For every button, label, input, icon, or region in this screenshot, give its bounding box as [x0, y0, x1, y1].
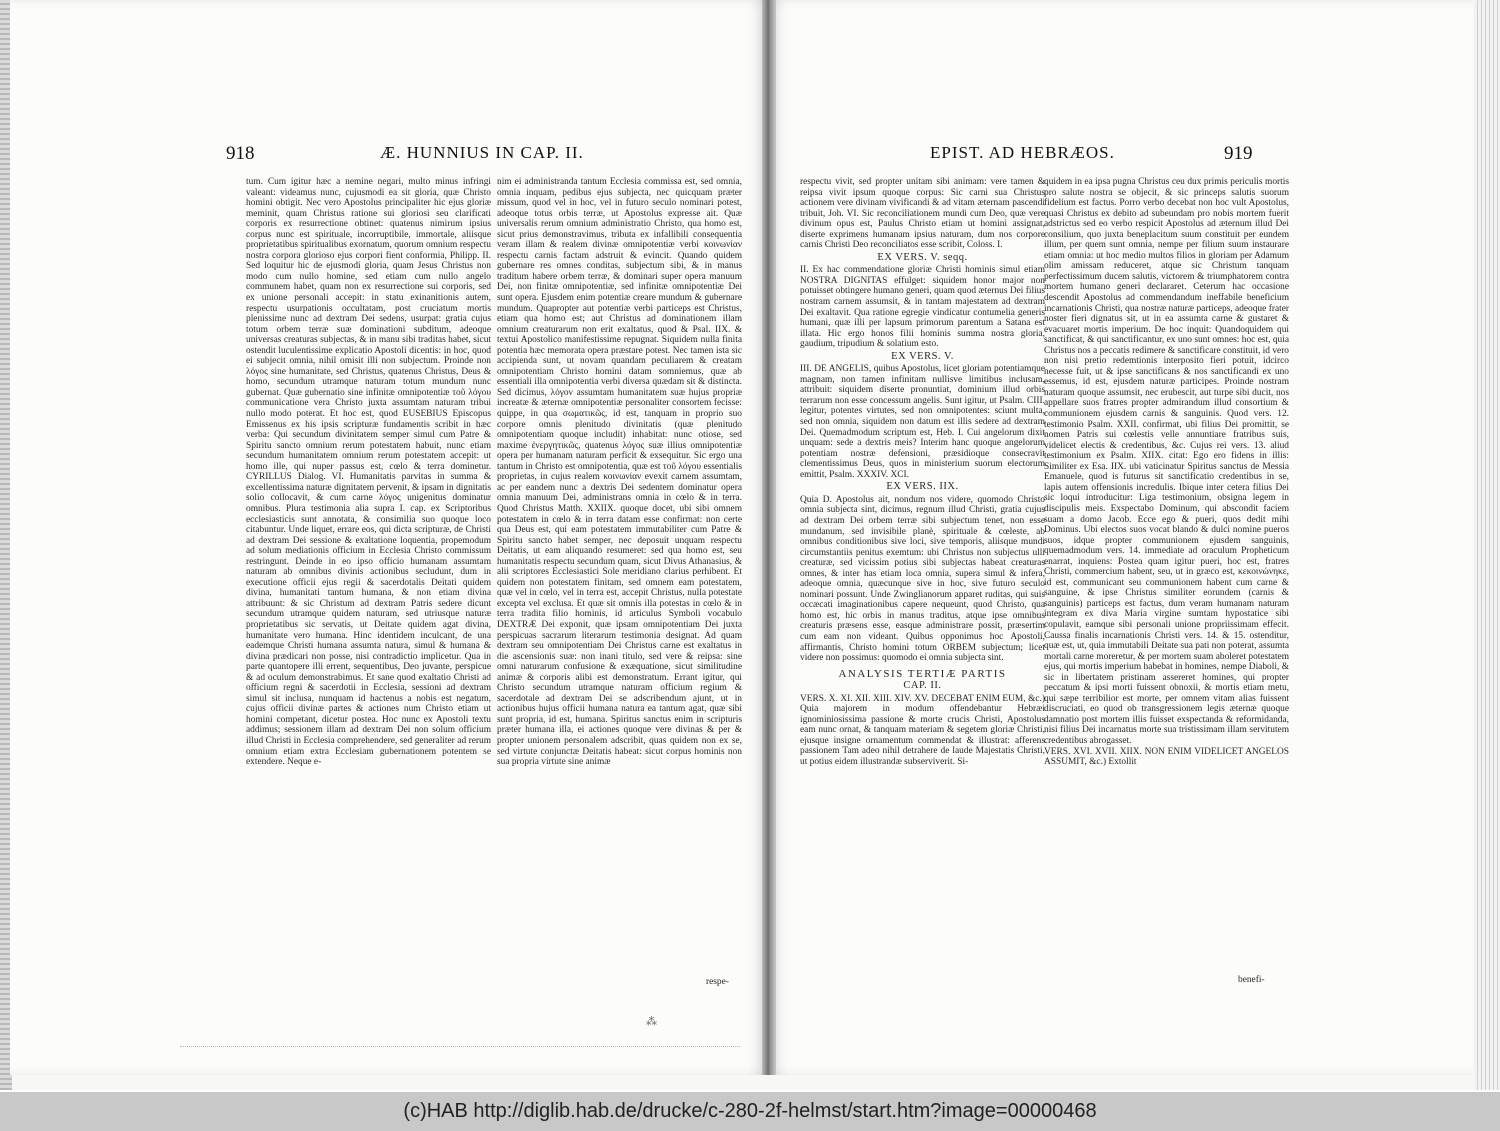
chapter-heading: CAP. II. [903, 680, 942, 692]
paragraph: III. DE ANGELIS, quibus Apostolus, licet gloriam potentiamque magnam, non tamen infinitam nullisve limitibus inclusam, attribuit: siquidem diserte pronuntiat, dominium illud orbis terrarum non esse concessum angelis. Sunt igitur, ut Psalm. CIII. legitur, potentes virtutes, sed non omnipotentes: sciunt multa, sed non omnia, siquidem non datum est illis sedere ad dextram Dei. Quemadmodum scriptum est, Heb. I. Cui angelorum dixit unquam: sede a dextris meis? Interim hanc quoque angelorum potentiam nostræ defensioni, præsidioque consecravit clementissimus Deus, quos in ministerium suorum electorum emittit, Psalm. XXXIV. XCI. [800, 364, 1045, 480]
right-page-edge [1474, 0, 1500, 1090]
book-gutter [762, 0, 776, 1075]
paragraph: VERS. X. XI. XII. XIII. XIV. XV. DECEBAT ENIM EUM, &c.) Quia majorem in modum offendebantur Hebræi ignominiosissima passione & morte crucis Christi, Apostolus eam nunc ornat, & tanquam materiam & segetem gloriæ Christi, ejusque insigne ornamentum commendat & illustrat: afferens passionem Tam adeo nihil detrahere de laude Majestatis Christi, ut potius eidem illustrandæ subserviverit. Si- [800, 693, 1045, 767]
right-catchword: benefi- [1238, 975, 1265, 985]
left-column-2 [497, 177, 742, 768]
right-running-head: EPIST. AD HEBRÆOS. [930, 143, 1115, 162]
left-running-head: Æ. HUNNIUS IN CAP. II. [380, 143, 584, 162]
right-column-1 [800, 177, 1045, 768]
right-column-2 [1044, 177, 1289, 768]
paragraph: VERS. XVI. XVII. XIIX. NON ENIM VIDELICET ANGELOS ASSUMIT, &c.) Extollit [1044, 746, 1289, 768]
left-column-1 [246, 177, 491, 768]
section-heading: EX VERS. V. seqq. [877, 251, 968, 263]
left-page-number: 918 [226, 143, 255, 164]
copyright-footer [0, 1092, 1500, 1131]
paragraph: Quia D. Apostolus ait, nondum nos videre, quomodo Christo omnia subjecta sint, dicimus, regnum illud Christi, gratia cujus ad dextram Dei orbem terræ sibi subjectum tenet, non esse mundanum, sed invisibile planè, spirituale & cœleste, ab omnibus conditionibus sive loci, sive temporis, aliisque mundi circumstantiis penitus exemtum: ubi Christus non subjectus ulli creaturæ, sed vicissim potius sibi subjectas habeat creaturas omnes, & inter has etiam loca omnia, supera simul & infera, adeoque omnia, quæcunque sive in hoc, sive futuro seculo nominari possunt. Unde Zwinglianorum apparet ruditas, qui suis occæcati imaginationibus capere nequeunt, quod Christo, qua homo est, hic orbis in manus traditus, atque ipse omnibus creaturis præsens esse, easque administrare possit, præsertim cum eam non videant. Quibus opponimus hoc Apostoli, affirmantis, Christo homini totum ORBEM subjectum; licet videre non possimus: quomodo ei omnia subjecta sint. [800, 494, 1045, 664]
paragraph: quidem in ea ipsa pugna Christus ceu dux primis periculis mortis pro salute nostra se objecit, & sic princeps salutis suorum fidelium est factus. Porro verbo decebat non hoc vult Apostolus, quasi Christus ex debito ad subeundam pro nobis mortem fuerit adstrictus sed eo verbo respicit Apostolus ad æternum illud Dei consilium, quo juxta beneplacitum suum constituit per eundem illum, per quem sunt omnia, nempe per filium suum instaurare etiam omnia: ut hoc medio multos filios in gloriam per Adamum olim amissam reduceret, atque sic Christum tanquam perfectissimum ducem salutis, victorem & triumphatorem contra mortem humano generi declararet. Ceterum hac occasione descendit Apostolus ad commendandum ineffabile beneficium incarnationis Christi, qua nostræ naturæ particeps, adeoque frater noster fieri dignatus sit, ut in ea assumta carne & gustaret & evacuaret mortis imperium. De hoc inquit: Quandoquidem qui sanctificat, & qui sanctificantur, ex uno sunt omnes: hoc est, quia Christus nos a peccatis redimere & sanctificare constituit, id vero non nisi pretio redemtionis interposito fieri potuit, idcirco necesse fuit, ut & ipse sanctificans & nos sanctificandi ex uno essemus, id est, ejusdem naturæ participes. Proinde nostram naturam quoque assumsit, nec erubescit, aut turpe sibi ducit, nos appellare suos fratres propter admirandum illud consortium & communionem ejusdem carnis & sanguinis. Quod vers. 12. testimonio Psalm. XXII. confirmat, ubi filius Dei promittit, se nomen Patris sui cœlestis velle annuntiare fratribus suis, videlicet electis & credentibus, &c. Cujus rei vers. 13. aliud testimonium ex Psalm. XIIX. citat: Ego ero fidens in illis: Similiter ex Esa. IIX. ubi vaticinatur Spiritus sanctus de Messia Emanuele, quod is futurus sit sanctificatio credentibus in se, lapis autem offensionis incredulis. Ibique inter cetera filius Dei sic loqui introducitur: Liga testimonium, obsigna legem in discipulis meis. Exspectabo Dominum, qui abscondit faciem suam a domo Jacob. Ecce ego & pueri, quos dedit mihi Dominus. Ubi electos suos vocat blando & dulci nomine pueros suos, idque propter communionem ejusdem sanguinis, quemadmodum vers. 14. immediate ad oraculum Propheticum enarrat, inquiens: Postea quam igitur pueri, hoc est, fratres Christi, commercium habent, seu, ut in græco est, κεκοινώνηκε, id est, communicant seu communionem habent cum carne & sanguine, & ipse Christus similiter eorundem (carnis & sanguinis) particeps est factus, dum veram humanam naturam integram ex diva Maria virgine sumtam hypostatice sibi copulavit, eamque sibi personali unione propriissimam effecit. Caussa finalis incarnationis Christi vers. 14. & 15. ostenditur, quæ est, ut, quia immutabili Deitate sua pati non poterat, assumta mortali carne moreretur, & per mortem suam aboleret potestatem ejus, qui mortis imperium habebat in homines, nempe Diaboli, & sic in libertatem pristinam assereret homines, qui propter peccatum & ipsi morti fuissent obnoxii, & mortis etiam metu, qui sæpe terribilior est morte, per omnem vitam alias fuissent discruciati, eo quod ob transgressionem legis æternæ quoque damnatio post mortem illis fuisset exspectanda & reformidanda, nisi filius Dei incarnatus morte sua tristissimam illam servitutem credentibus abrogasset. [1044, 177, 1290, 746]
left-page-fold [180, 1046, 740, 1075]
section-heading: EX VERS. V. [891, 350, 954, 362]
ornament-mark: ⁂ [646, 1016, 657, 1028]
paragraph: II. Ex hac commendatione gloriæ Christi hominis simul etiam NOSTRA DIGNITAS effulget: siquidem honor major non potuisset obtingere humano generi, quam quod æternus Dei filius nostram carnem assumsit, & in tantam majestatem ad dextram Dei exaltavit. Qua ratione egregie vindicatur contumelia generis humani, quæ illi per lapsum primorum parentum a Satana est illata. Hic ergo honos filii hominis summa nostra gloria, gaudium, tripudium & solatium esto. [800, 265, 1046, 350]
right-page-number: 919 [1224, 143, 1253, 164]
section-heading: EX VERS. IIX. [886, 481, 959, 493]
analysis-heading: ANALYSIS TERTIÆ PARTIS [838, 667, 1007, 680]
left-catchword: respe- [706, 977, 729, 987]
paragraph: tum. Cum igitur hæc a nemine negari, multo minus infringi valeant: videamus nunc, cujusmodi ea sit gloria, quæ Christo homini obtigit. Nec vero Apostolus principaliter hic ejus gloriæ meminit, quam Christus ratione sui gloriosi seu clarificati corporis ex resurrectione obtinet: quatenus nimirum ipsius corpus nunc est spirituale, incorruptibile, immortale, aliisque proprietatibus spiritualibus exornatum, quorum omnium respectu nostra corpora glorioso ejus corpori fient conformia, Philipp. II. Sed loquitur hic de ejusmodi gloria, quam Jesus Christus non modo cum nullo homine, sed etiam cum nullo angelo communem habet, quam non ex resurrectione sui corporis, sed ex unione personali accepit: in statu exinanitionis autem, respectu usurpationis occultatam, post cruciatum mortis plenissime nunc ad dextram Dei sedens, usurpat: gratia cujus totum orbem terræ suæ dominationi subditum, adeoque universas creaturas subjectas, & in manu sibi traditas habet, sicut ostendit luculentissime explicatio Apostoli dicentis: in hoc, quod ei subjecit omnia, nihil omisit illi non subjectum. Proinde non λόγος sine humanitate, sed Christus, quatenus Christus, Deus & homo, secundum utramque naturam totum mundum nunc gubernat. Quæ gubernatio sine infinitæ omnipotentiæ τοῦ λόγου communicatione vera Christo juxta assumtam naturam tribui nullo modo poterat. Et hoc est, quod EUSEBIUS Episcopus Emissenus ex his ipsis scripturæ fundamentis scribit in hæc verba: Qui secundum divinitatem semper simul cum Patre & Spiritu sancto omnium rerum potestatem habuit, nunc etiam secundum humanitatem omnium rerum potestatem accepit: ut homo ille, qui nuper passus est, cœlo & terra dominetur. CYRILLUS Dialog. VI. Humanitatis parvitas in summa & excellentissima naturæ dignitatem pervenit, & ipsam in dignitatis solio collocavit, & cum carne λόγος unigenitus dominatur omnibus. Plura testimonia alia supra I. cap. ex Scriptoribus ecclesiasticis sunt annotata, & consimilia suo quoque loco citabuntur. Unde liquet, errare eos, qui dicta scripturæ, de Christi ad dextram Dei sessione & exaltatione loquentia, propemodum ad solum mediationis officium in Ecclesia Christo commissum restringunt. Deinde in eo ipso officio humanam assumtam naturam ab omnibus divinis actionibus secludunt, dum in executione officii ejus regii & sacerdotalis Deitati quidem divina, humanitati tantum humana, & non etiam divina attribuunt: & sic Christum ad dextram Patris sedere dicunt secundum utramque quidem naturam, sed utriusque naturæ proprietatibus sic servatis, ut Deitate quidem agat divina, humanitate vero humana. Hinc identidem inculcant, de una eademque Christi humana assumta natura, simul & humana & divina prædicari non posse, nisi contradictio implicetur. Qua in parte quantopere illi errent, sequentibus, Deo juvante, perspicue & ad oculum demonstrabimus. Et sane quod exaltatio Christi ad officium regni & sacerdotii in Ecclesia, sessioni ad dextram simul sit inclusa, nunquam id hactenus a nobis est negatum, cujus officii divinæ partes & actiones num Christo etiam ut homini competant, dicetur postea. Hoc nunc ex Apostoli textu addimus; sessionem illam ad dextram Dei non solum officium illud Christi in Ecclesia comprehendere, sed generaliter ad rerum omnium etiam extra Ecclesiam gubernationem potentem se extendere. Neque e- [246, 177, 491, 768]
paragraph: nim ei administranda tantum Ecclesia commissa est, sed omnia, omnia inquam, pedibus ejus subjecta, nec quicquam præter missum, quod vel in hoc, vel in futuro seculo nominari potest, adeoque totus orbis terræ, ut Apostolus expresse ait. Quæ universalis rerum omnium administratio Christo, qua homo est, sicut prius demonstravimus, tributa ex infallibili consequentia veram illam & realem divinæ omnipotentiæ verbi κοινωνίαν respectu carnis factam adstruit & evincit. Quando quidem gubernare res omnes conditas, subjectum sibi, & in manus traditum habere orbem terræ, & dominari super opera manuum Dei, non finitæ omnipotentiæ, sed infinitæ omnipotentiæ Dei sunt opera. Ejusdem enim potentiæ creare mundum & gubernare mundum. Quapropter aut potentiæ verbi particeps est Christus, etiam qua homo est; aut Christus ad dominationem illam omnium creaturarum non erit exaltatus, quod & Psal. IIX. & textui Apostolico manifestissime repugnat. Siquidem nulla finita potentia hæc memorata opera præstare potest. Nec tamen ista sic accipienda sunt, ut novam quandam peculiarem & creatam omnipotentiam Christo homini datam somniemus, quæ ab essentiali illa omnipotentia verbi diversa quædam sit & distincta. Sed dicimus, λόγον assumtam humanitatem suæ hujus propriæ increatæ & æternæ omnipotentiæ personaliter consortem fecisse: quippe, in qua σωματικῶς, id est, tanquam in proprio suo corpore omnis plenitudo divinitatis (quæ plenitudo omnipotentiam quoque includit) inhabitat: nunc otiose, sed maxime ἐνεργητικῶς, quatenus λόγος suæ illius omnipotentiæ opera per humanam naturam perficit & exsequitur. Sic ergo una tantum in Christo est omnipotentia, quæ est τοῦ λόγου essentialis proprietas, in cujus realem κοινωνίαν evexit carnem assumtam, ac per eandem nunc a dextris Dei sedentem dominatur opera omnia manuum Dei, administrans omnia in cœlo & in terra. Quod Christus Matth. XXIIX. quoque docet, ubi sibi omnem potestatem in cœlo & in terra datam esse confirmat: non certe qua Deus est, qui eam potestatem immutabiliter cum Patre & Spiritu sancto habet semper, nec deposuit unquam respectu Deitatis, ut eam aliquando resumeret: sed qua homo est, seu humanitatis respectu secundum quam, sicut Divus Athanasius, & alii scriptores Ecclesiastici Sole meridiano clarius perhibent. Et quidem non potestatem finitam, sed omnem eam potestatem, quæ vel in cœlo, vel in terra est, accepit Christus, nulla potestate excepta vel exclusa. Et quæ sit omnis illa potestas in cœlo & in terra tradita filio hominis, id articulus Symboli vocabulo DEXTRÆ Dei exponit, quæ ipsam omnipotentiam Dei juxta perspicuas sacrarum literarum testimonia designat. Ad quam dextram seu omnipotentiam Dei Christus carne est exaltatus in die ascensionis suæ: non inani titulo, sed vere & reipsa: sine omni naturarum confusione & exæquatione, sicut similitudine animæ & corporis alibi est demonstratum. Errant igitur, qui Christo secundum utramque naturam officium regium & sacerdotale ad dextram Dei se adscribendum ajunt, ut in actionibus hujus officii humana natura ea tantum agat, quæ sibi sunt propria, id est, humana. Spiritus sanctus enim in scripturis præter humana illa, ei actiones quoque vere divinas & per & propter unionem personalem adscribit, quas quidem non ex se, sed virtute conjunctæ Deitatis habeat: sicut corpus hominis non sua propria virtute sine animæ [497, 177, 742, 768]
paragraph: respectu vivit, sed propter unitam sibi animam: vere tamen & reipsa vivit ipsum quoque corpus: Sic carni sua Christus actionem vere divinam vivificandi & ad vitam æternam pascendi tribuit, Joh. VI. Sic reconciliationem mundi cum Deo, quæ vere divinum opus est, Paulus Christo etiam ut homini assignat, diserte exprimens humanam ipsius naturam, dum nos corpore carnis Christi Deo reconciliatos esse scribit, Coloss. I. [800, 177, 1045, 251]
footer-link[interactable]: (c)HAB http://diglib.hab.de/drucke/c-280-2f-helmst/start.htm?image=00000468 [403, 1100, 1097, 1122]
